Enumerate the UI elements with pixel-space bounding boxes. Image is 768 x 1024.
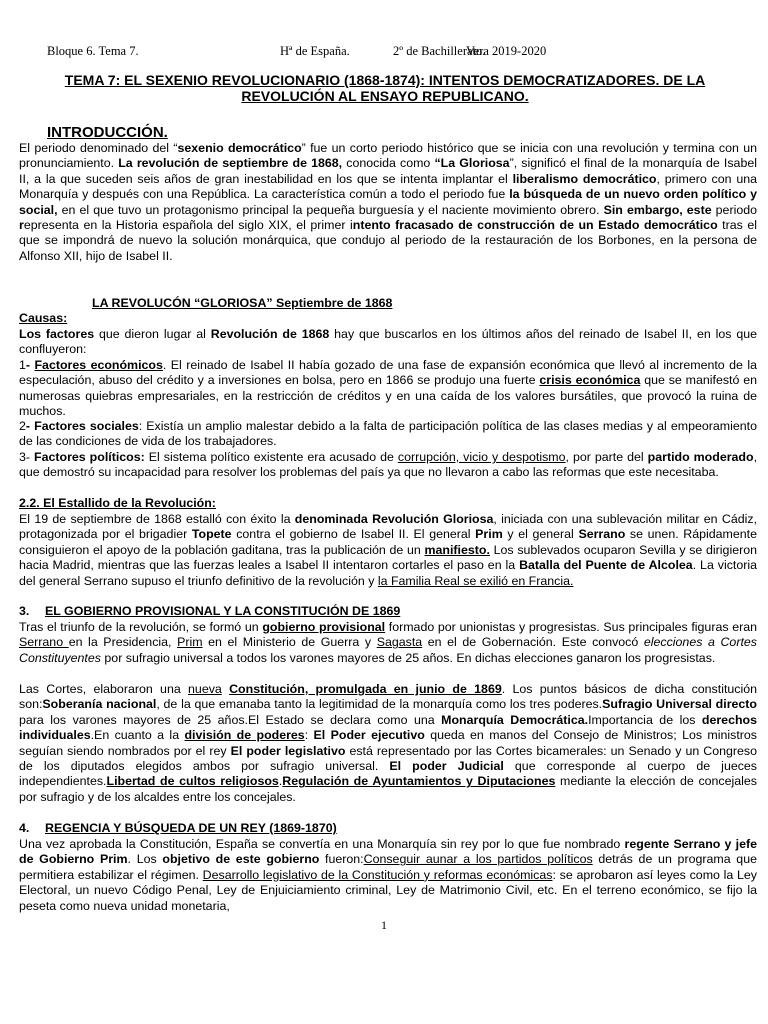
revolution-heading: LA REVOLUCÓN “GLORIOSA” Septiembre de 1868 [92,296,393,310]
header-course: 2º de Bachillerato. [393,44,486,58]
page-header [0,44,768,62]
government-paragraph-2: Las Cortes, elaboraron una nueva Constitución, promulgada en junio de 1869. Los puntos básicos de dicha constitución son:Soberanía nacional, de la que emanaba tanto la legitimidad de la monarquía como los tres poderes.Sufragio Universal directo para los varones mayores de 25 años.El Estado se declara como una Monarquía Democrática.Importancia de los derechos individuales.En cuanto a la división de poderes: El Poder ejecutivo queda en manos del Consejo de Ministros; Los ministros seguían siendo nombrados por el rey El poder legislativo está representado por las Cortes bicamerales: un Senado y un Congreso de los diputados elegidos ambos por sufragio universal. El poder Judicial que corresponde al cuerpo de jueces independientes.Libertad de cultos religiosos.Regulación de Ayuntamientos y Diputaciones mediante la elección de concejales por sufragio y de los alcaldes entre los concejales. [19,682,758,804]
causes-intro: Los factores que dieron lugar al Revolución de 1868 hay que buscarlos en los últimos años del reinado de Isabel II, en los que confluyeron: [19,327,757,357]
causes-label: Causas: [19,311,68,325]
factor-social: 2- Factores sociales: Existía un amplio malestar debido a la falta de participación política de las clases medias y al empeoramiento de las condiciones de vida de los trabajadores. [19,419,757,449]
document-title [20,72,750,104]
regency-paragraph: Una vez aprobada la Constitución, España se convertía en una Monarquía sin rey por lo que fue nombrado regente Serrano y jefe de Gobierno Prim. Los objetivo de este gobierno fueron:Conseguir aunar a los partidos políticos detrás de un programa que permitiera estabilizar el régimen. Desarrollo legislativo de la Constitución y reformas económicas: se aprobaron así leyes como la Ley Electoral, un nuevo Código Penal, Ley de Enjuiciamiento criminal, Ley de Matrimonio Civil, etc. En el terreno económico, se fijo la peseta como nueva unidad monetaria, [19,837,757,913]
header-subject: Hª de España. [280,44,350,58]
government-paragraph-1: Tras el triunfo de la revolución, se formó un gobierno provisional formado por unionistas y progresistas. Sus principales figuras eran Serrano en la Presidencia, Prim en el Ministerio de Guerra y Sagasta en el de Gobernación. Este convocó elecciones a Cortes Constituyentes por sufragio universal a todos los varones mayores de 25 años. En dichas elecciones ganaron los progresistas. [19,620,757,665]
intro-heading: INTRODUCCIÓN. [47,124,168,141]
government-heading: EL GOBIERNO PROVISIONAL Y LA CONSTITUCIÓN DE 1869 [45,604,401,618]
title-line-2: REVOLUCIÓN AL ENSAYO REPUBLICANO. [241,88,529,104]
header-block: Bloque 6. Tema 7. [47,44,139,58]
regency-heading: REGENCIA Y BÚSQUEDA DE UN REY (1869-1870) [45,821,337,835]
header-year: Vera 2019-2020 [466,44,547,58]
outbreak-heading: 2.2. El Estallido de la Revolución: [19,496,216,510]
page-number: 1 [381,918,387,932]
factor-economic: 1- Factores económicos. El reinado de Isabel II había gozado de una fase de expansión económica que llevó al incremento de la especulación, abuso del crédito y a inversiones en bolsa, pero en 1866 se produjo una fuerte crisis económica que se manifestó en numerosas quiebras empresariales, en la restricción de créditos y en una caída de los valores bursátiles, que provocó la ruina de muchos. [19,358,757,419]
intro-paragraph: El periodo denominado del “sexenio democrático” fue un corto periodo histórico que se inicia con una revolución y termina con un pronunciamiento. La revolución de septiembre de 1868, conocida como “La Gloriosa”, significó el final de la monarquía de Isabel II, a la que suceden seis años de gran inestabilidad en los que se intenta implantar el liberalismo democrático, primero con una Monarquía y después con una República. La característica común a todo el periodo fue la búsqueda de un nuevo orden político y social, en el que tuvo un protagonismo principal la pequeña burguesía y el naciente movimiento obrero. Sin embargo, este periodo representa en la Historia española del siglo XIX, el primer intento fracasado de construcción de un Estado democrático tras el que se impondrá de nuevo la solución monárquica, que condujo al periodo de la restauración de los Borbones, en la persona de Alfonso XII, hijo de Isabel II. [19,141,758,263]
factor-political: 3- Factores políticos: El sistema político existente era acusado de corrupción, vicio y despotismo, por parte del partido moderado, que demostró su incapacidad para resolver los problemas del país ya que no llevaron a cabo las reformas que este necesitaba. [19,450,758,480]
government-number: 3. [19,604,30,618]
title-line-1: TEMA 7: EL SEXENIO REVOLUCIONARIO (1868-1874): INTENTOS DEMOCRATIZADORES. DE LA [64,72,706,88]
regency-number: 4. [19,821,30,835]
outbreak-paragraph: El 19 de septiembre de 1868 estalló con éxito la denominada Revolución Gloriosa, iniciada con una sublevación militar en Cádiz, protagonizada por el brigadier Topete contra el gobierno de Isabel II. El general Prim y el general Serrano se unen. Rápidamente consiguieron el apoyo de la población gaditana, tras la publicación de un manifiesto. Los sublevados ocuparon Sevilla y se dirigieron hacia Madrid, mientras que las fuerzas leales a Isabel II intentaron cortarles el paso en la Batalla del Puente de Alcolea. La victoria del general Serrano supuso el triunfo definitivo de la revolución y la Familia Real se exilió en Francia. [19,512,757,588]
